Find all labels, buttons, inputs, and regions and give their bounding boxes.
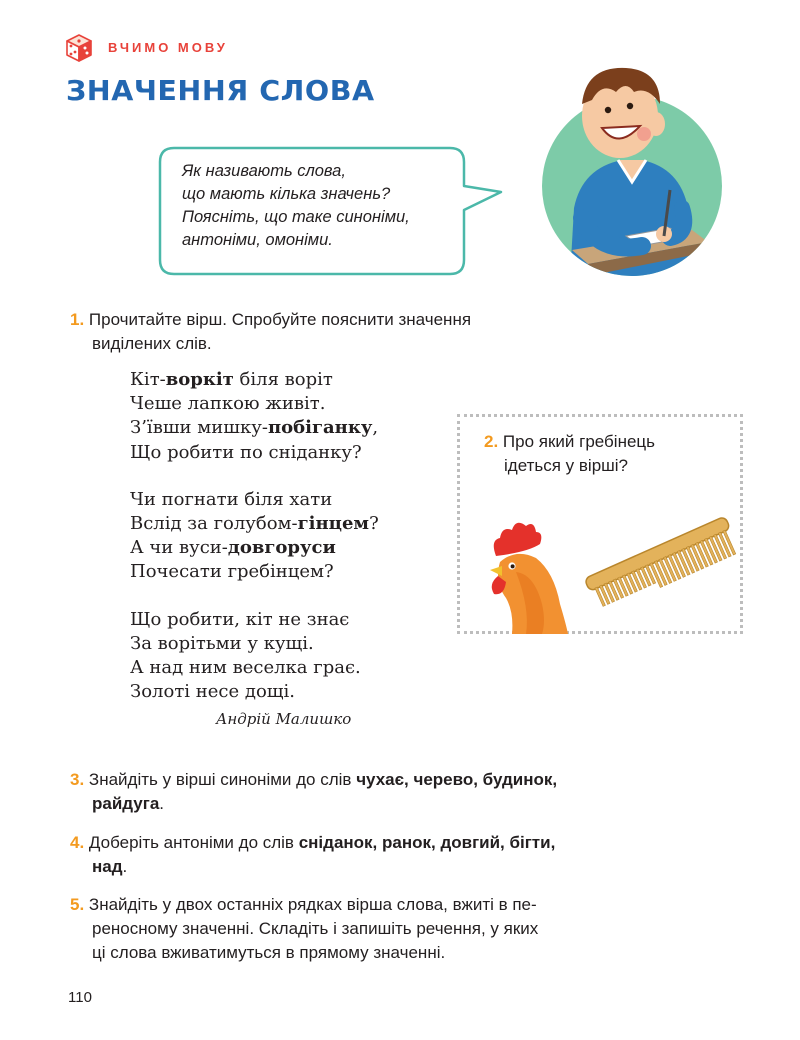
- poem-stanza-3: [130, 608, 450, 705]
- poem-line: А над ним веселка грає.: [130, 657, 361, 679]
- poem: [130, 368, 450, 704]
- task-number: 2.: [484, 432, 499, 451]
- task-2-text-line2: ідеться у вірші?: [504, 456, 629, 475]
- poem-line: А чи вуси-довгоруси: [130, 537, 336, 559]
- task-5: [70, 893, 670, 965]
- dice-cube-icon: [64, 33, 94, 63]
- poem-line: Чеше лапкою живіт.: [130, 393, 326, 415]
- task-number: 1.: [70, 310, 85, 329]
- page-number: 110: [68, 989, 92, 1006]
- task-4-keyword: над: [92, 857, 123, 876]
- task-1: [70, 308, 590, 356]
- bubble-line: Як називають слова,: [182, 162, 346, 180]
- task-1-text-line2: виділених слів.: [92, 334, 212, 353]
- page-title: ЗНАЧЕННЯ СЛОВА: [66, 74, 375, 107]
- poem-line: Кіт-воркіт біля воріт: [130, 369, 333, 390]
- poem-line: Що робити, кіт не знає: [130, 608, 350, 630]
- task-5-text: Знайдіть у двох останніх рядках вірша слова, вжиті в пе-: [88, 895, 537, 914]
- task-2-text: Про який гребінець: [502, 432, 656, 451]
- highlighted-word: воркіт: [165, 369, 234, 390]
- task-3-text: Знайдіть у вірші синоніми до слів: [88, 770, 357, 789]
- poem-line: Почесати гребінцем?: [130, 561, 334, 583]
- poem-stanza-2: [130, 488, 450, 585]
- task-5-text-line2: реносному значенні. Складіть і запишіть речення, у яких: [92, 919, 539, 938]
- rooster-illustration: [476, 512, 576, 634]
- highlighted-word: довгоруси: [227, 537, 336, 559]
- task-number: 5.: [70, 895, 85, 914]
- poem-line: Вслід за голубом-гінцем?: [130, 513, 379, 535]
- highlighted-word: гінцем: [297, 513, 370, 535]
- poem-line: За ворітьми у кущі.: [130, 632, 314, 654]
- bubble-line: антоніми, омоніми.: [182, 231, 333, 249]
- section-label: ВЧИМО МОВУ: [108, 40, 228, 55]
- poem-line: З’ївши мишку-побіганку,: [130, 417, 379, 439]
- task-2: [484, 430, 724, 478]
- task-4-keywords: сніданок, ранок, довгий, бігти,: [298, 833, 556, 852]
- task-3-keyword: райдуга: [92, 794, 160, 813]
- comb-illustration: [580, 512, 742, 612]
- task-3: 3. Знайдіть у вірші синоніми до слів чухає, черево, будинок, райдуга.: [70, 770, 558, 813]
- boy-writing-illustration: [542, 58, 722, 278]
- task-4: 4. Доберіть антоніми до слів сніданок, ранок, довгий, бігти, над.: [70, 833, 556, 876]
- poem-line: Що робити по сніданку?: [130, 441, 362, 463]
- task-5-text-line3: ці слова вживатимуться в прямому значенні.: [92, 943, 446, 962]
- task-4-text: Доберіть антоніми до слів: [88, 833, 299, 852]
- bubble-question: [182, 160, 472, 252]
- task-3-keywords: чухає, черево, будинок,: [356, 770, 558, 789]
- bubble-line: що мають кілька значень?: [182, 185, 391, 203]
- poem-author: Андрій Малишко: [216, 710, 352, 728]
- poem-stanza-1: [130, 368, 450, 465]
- task-number: 3.: [70, 770, 85, 789]
- task-1-text: Прочитайте вірш. Спробуйте пояснити значення: [88, 310, 472, 329]
- bubble-line: Поясніть, що таке синоніми,: [182, 208, 410, 226]
- highlighted-word: побіганку: [267, 417, 373, 439]
- task-number: 4.: [70, 833, 85, 852]
- poem-line: Чи погнати біля хати: [130, 488, 333, 510]
- poem-line: Золоті несе дощі.: [130, 681, 295, 703]
